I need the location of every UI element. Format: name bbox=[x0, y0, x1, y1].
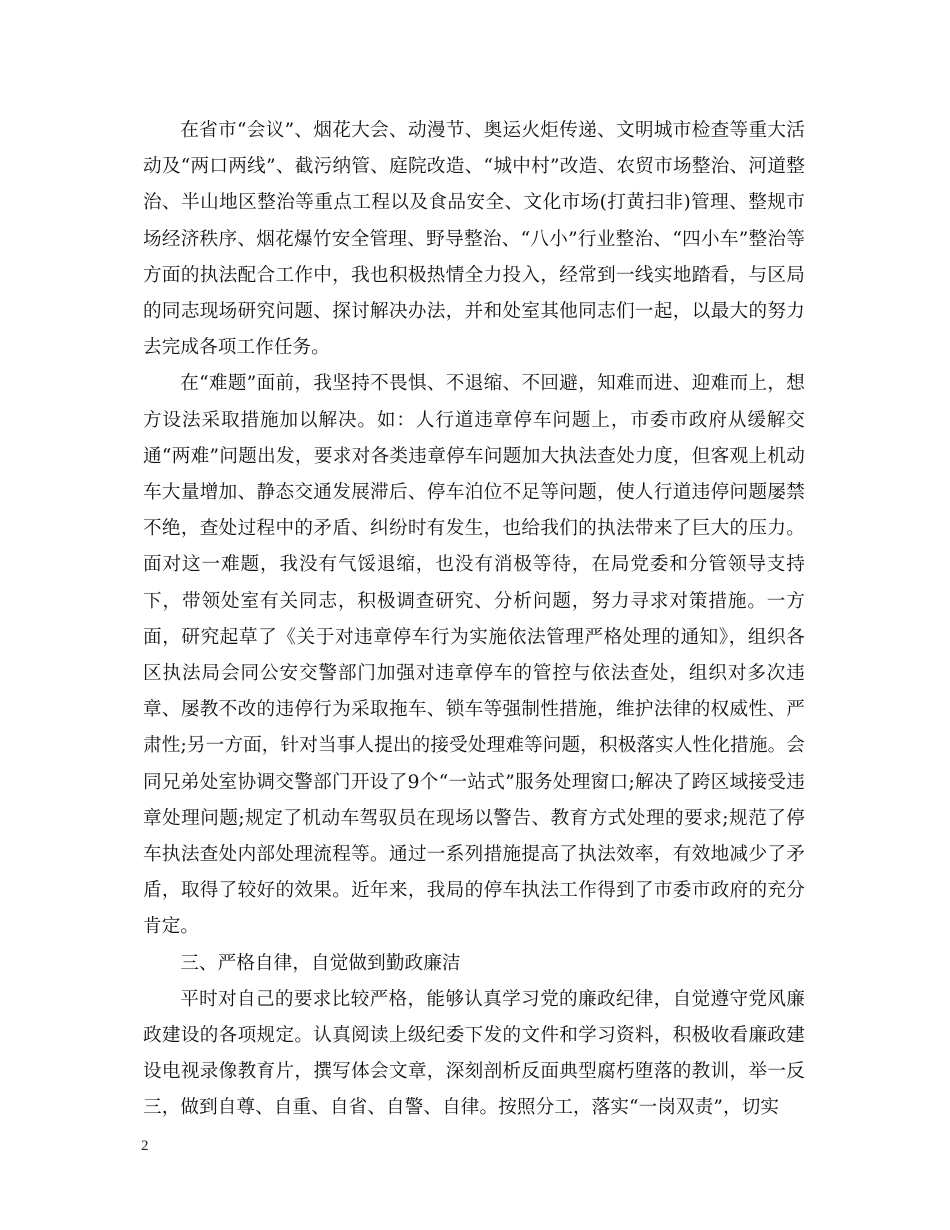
section-heading-self-discipline: 三、严格自律，自觉做到勤政廉洁 bbox=[180, 952, 461, 974]
document-body bbox=[143, 113, 805, 1127]
paragraph-law-enforcement-cooperation: 在省市“会议”、烟花大会、动漫节、奥运火炬传递、文明城市检查等重大活动及“两口两线”、截污纳管、庭院改造、“城中村”改造、农贸市场整治、河道整治、半山地区整治等重点工程以及食品安全、文化市场(打黄扫非)管理、整规市场经济秩序、烟花爆竹安全管理、野导整治、“八小”行业整治、“四小车”整治等方面的执法配合工作中，我也积极热情全力投入，经常到一线实地踏看，与区局的同志现场研究问题、探讨解决办法，并和处室其他同志们一起，以最大的努力去完成各项工作任务。 bbox=[143, 120, 805, 359]
page-number: 2 bbox=[141, 1138, 149, 1154]
paragraph-difficult-problems: 在“难题”面前，我坚持不畏惧、不退缩、不回避，知难而进、迎难而上，想方设法采取措施加以解决。如：人行道违章停车问题上，市委市政府从缓解交通“两难”问题出发，要求对各类违章停车问题加大执法查处力度，但客观上机动车大量增加、静态交通发展滞后、停车泊位不足等问题，使人行道违停问题屡禁不绝，查处过程中的矛盾、纠纷时有发生，也给我们的执法带来了巨大的压力。面对这一难题，我没有气馁退缩，也没有消极等待，在局党委和分管领导支持下，带领处室有关同志，积极调查研究、分析问题，努力寻求对策措施。一方面，研究起草了《关于对违章停车行为实施依法管理严格处理的通知》，组织各区执法局会同公安交警部门加强对违章停车的管控与依法查处，组织对多次违章、屡教不改的违停行为采取拖车、锁车等强制性措施，维护法律的权威性、严肃性;另一方面，针对当事人提出的接受处理难等问题，积极落实人性化措施。会同兄弟处室协调交警部门开设了9个“一站式”服务处理窗口;解决了跨区域接受违章处理问题;规定了机动车驾驭员在现场以警告、教育方式处理的要求;规范了停车执法查处内部处理流程等。通过一系列措施提高了执法效率，有效地减少了矛盾，取得了较好的效果。近年来，我局的停车执法工作得到了市委市政府的充分肯定。 bbox=[143, 373, 805, 938]
paragraph-integrity: 平时对自己的要求比较严格，能够认真学习党的廉政纪律，自觉遵守党风廉政建设的各项规定。认真阅读上级纪委下发的文件和学习资料，积极收看廉政建设电视录像教育片，撰写体会文章，深刻剖析反面典型腐朽堕落的教训，举一反三，做到自尊、自重、自省、自警、自律。按照分工，落实“一岗双责”，切实 bbox=[143, 988, 805, 1119]
